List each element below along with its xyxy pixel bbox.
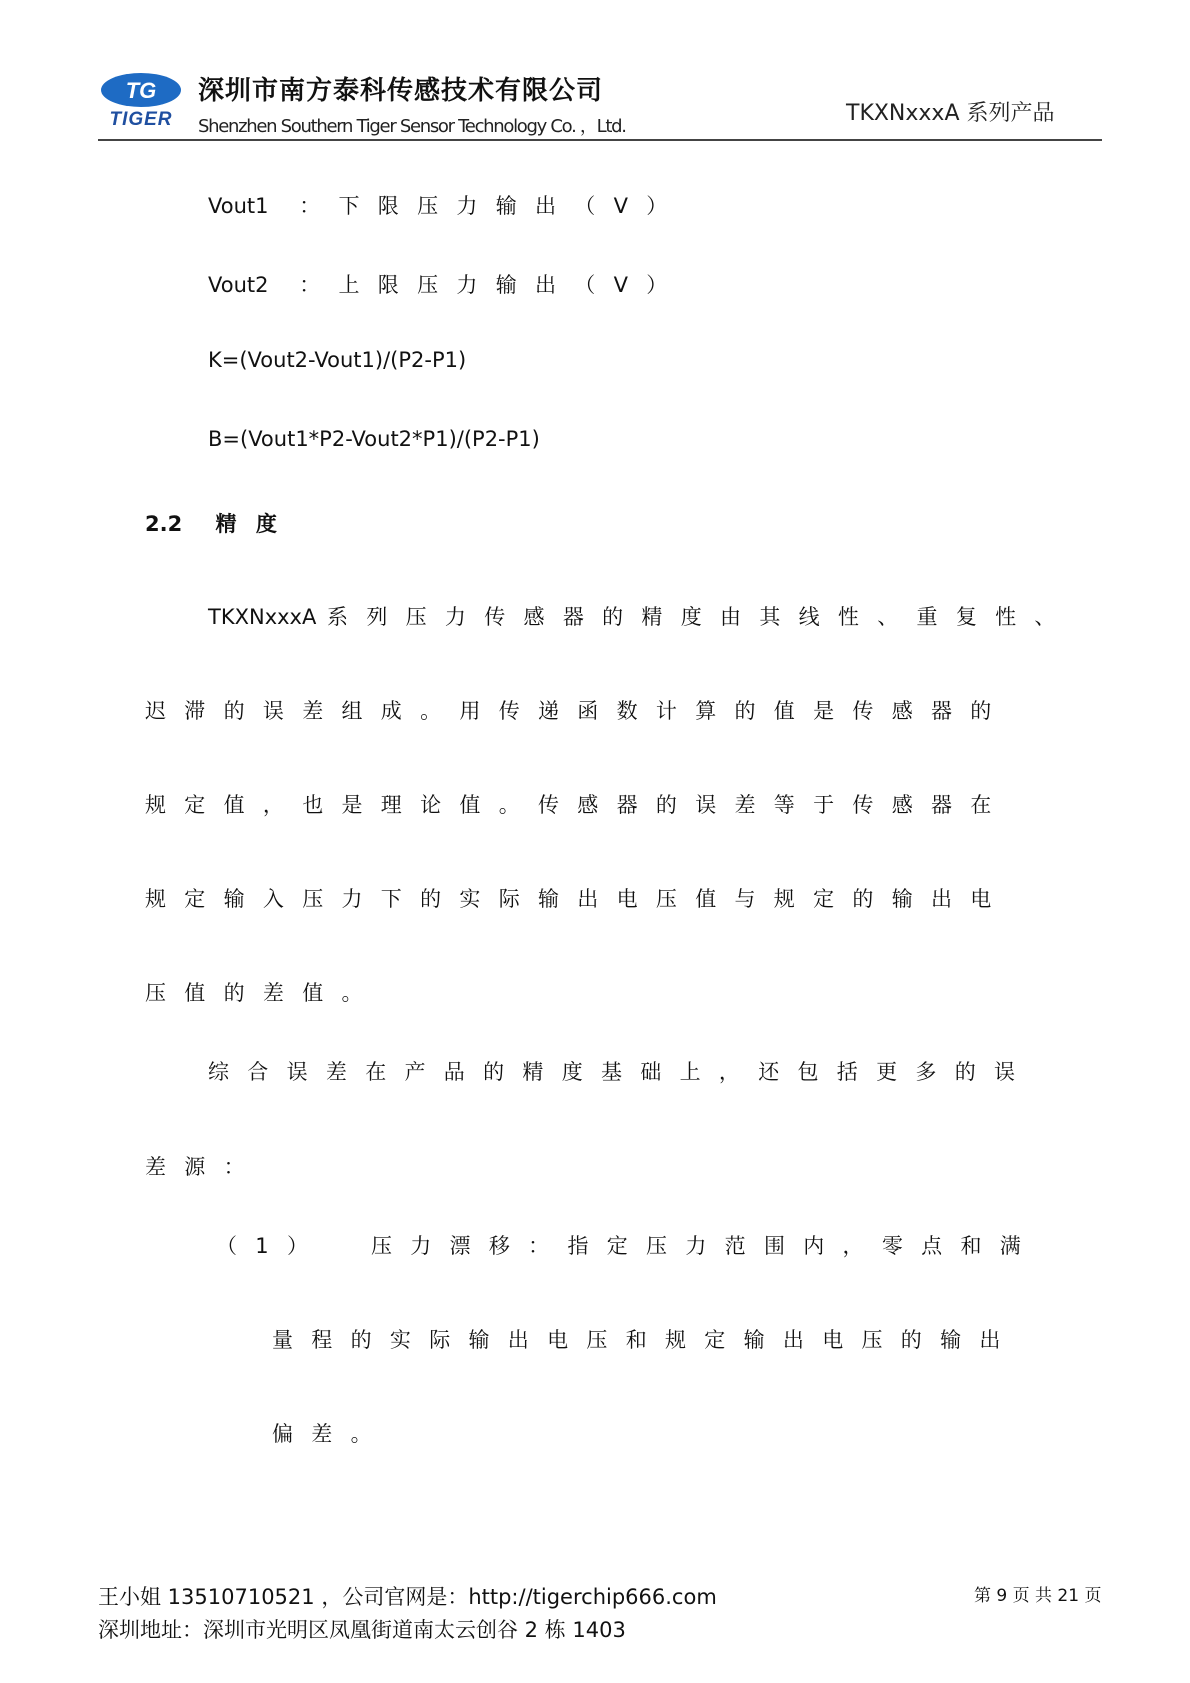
definition-vout1 [208,190,686,220]
section-number: 2.2 [145,512,183,536]
definition-colon: ： [299,273,339,297]
paragraph-line: 差源： [145,1155,263,1179]
product-series: TKXNxxxA 系列产品 [846,101,1055,126]
definition-text: 上限压力输出（V） [338,273,686,297]
paragraph-text: 系列压力传感器的精度由其线性、重复性、 [327,605,1074,629]
definition-label: Vout1 [208,194,269,218]
footer-address: 深圳地址：深圳市光明区凤凰街道南太云创谷 2 栋 1403 [98,1618,626,1642]
footer-contact: 王小姐 13510710521 ，公司官网是：http://tigerchip666.com [98,1585,717,1609]
list-item [216,1230,1039,1260]
list-marker: （1） [216,1234,327,1258]
definition-colon: ： [299,194,339,218]
paragraph-line: 压值的差值。 [145,981,381,1005]
company-name-en: Shenzhen Southern Tiger Sensor Technology Co. ，Ltd. [198,116,626,137]
logo-tg-text: TG [125,78,157,103]
definition-text: 下限压力输出（V） [338,194,686,218]
section-title: 精 度 [215,512,283,536]
formula-k: K=(Vout2-Vout1)/(P2-P1) [208,348,467,372]
paragraph-line: 规定值，也是理论值。传感器的误差等于传感器在 [145,793,1010,817]
definition-vout2 [208,269,686,299]
list-continuation: 偏差。 [272,1422,390,1446]
logo-tiger-text: TIGER [109,109,173,130]
definition-label: Vout2 [208,273,269,297]
paragraph-line: 综合误差在产品的精度基础上，还包括更多的误 [208,1060,1034,1084]
paragraph-line [208,601,1074,631]
formula-b: B=(Vout1*P2-Vout2*P1)/(P2-P1) [208,427,540,451]
header-divider [98,139,1102,141]
company-name-cn: 深圳市南方泰科传感技术有限公司 [198,76,604,106]
list-text: 压力漂移：指定压力范围内，零点和满 [370,1234,1040,1258]
section-heading [145,508,283,538]
page-number: 第 9 页 共 21 页 [974,1586,1102,1606]
paragraph-line: 规定输入压力下的实际输出电压值与规定的输出电 [145,887,1010,911]
list-continuation: 量程的实际输出电压和规定输出电压的输出 [272,1328,1019,1352]
company-logo [100,70,182,132]
product-code: TKXNxxxA [208,605,317,629]
paragraph-line: 迟滞的误差组成。用传递函数计算的值是传感器的 [145,699,1010,723]
